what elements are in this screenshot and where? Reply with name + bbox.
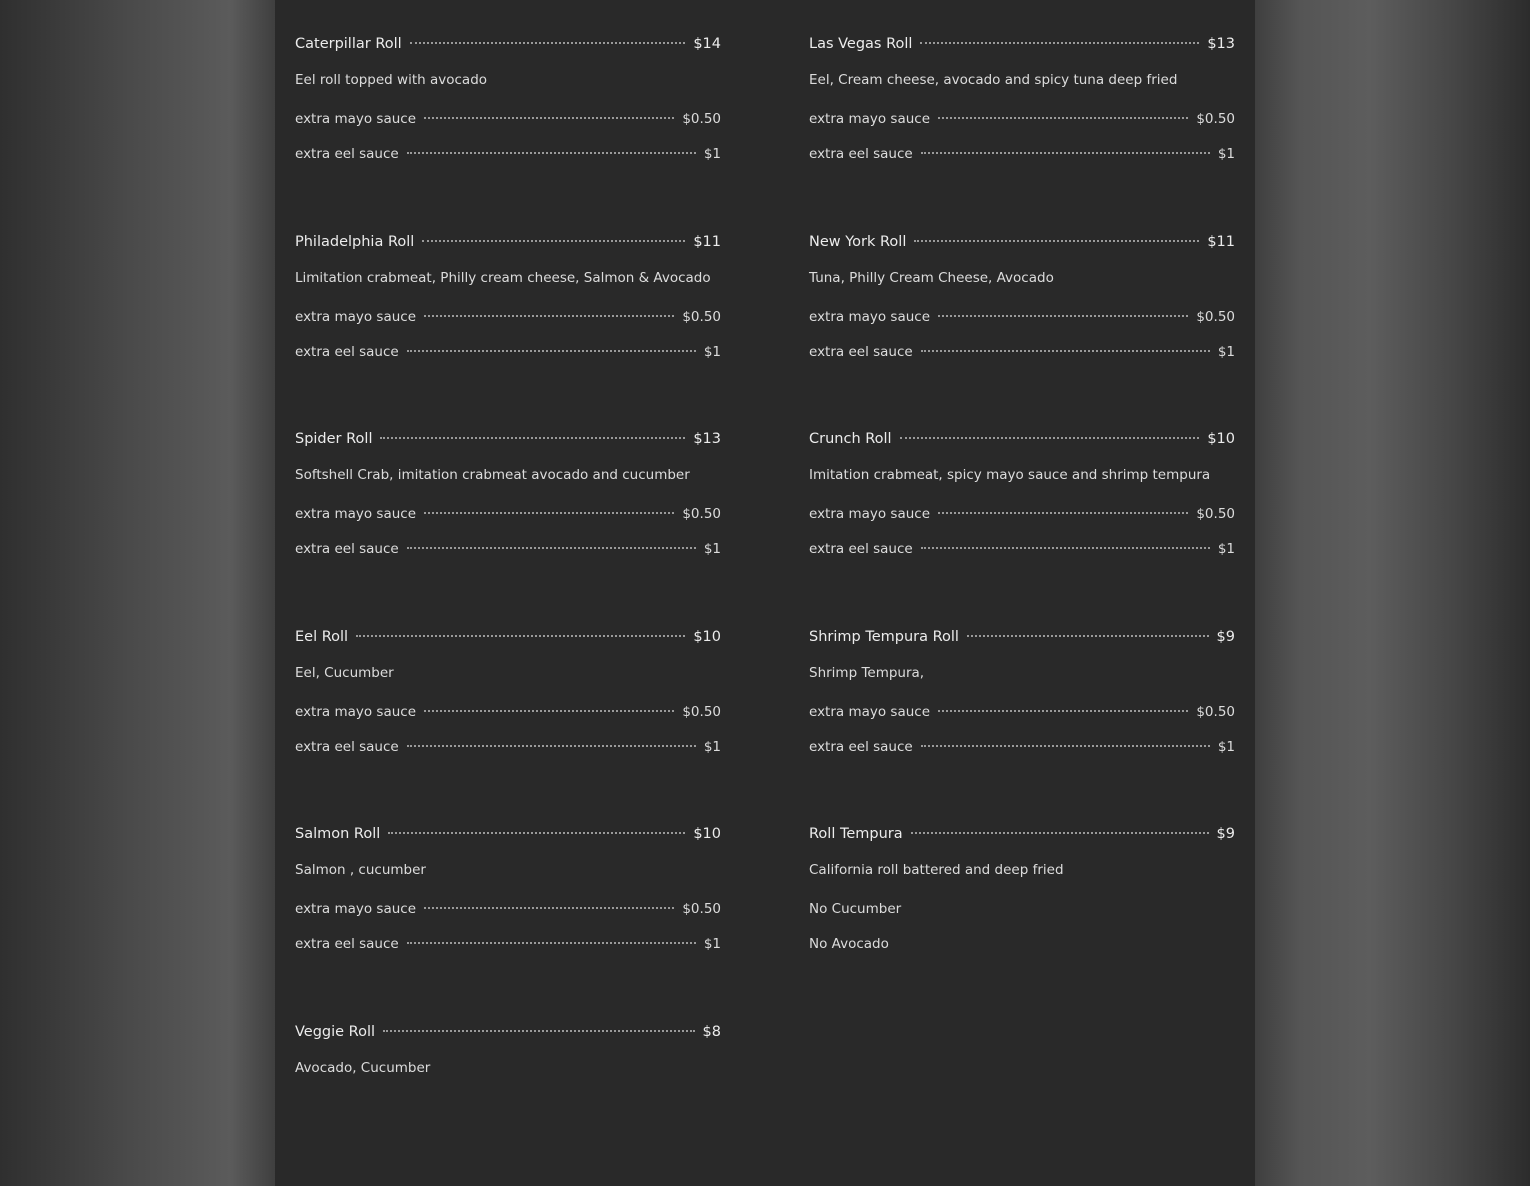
leader-dots [900, 437, 1200, 439]
option-label: extra mayo sauce [809, 704, 931, 720]
leader-dots [424, 117, 674, 119]
option-label: extra mayo sauce [295, 309, 417, 325]
option-price: $0.50 [1196, 704, 1235, 720]
option-extra-eel[interactable] [295, 146, 721, 166]
leader-dots [380, 437, 685, 439]
option-price: $0.50 [682, 111, 721, 127]
leader-dots [938, 512, 1188, 514]
option-price: $0.50 [682, 704, 721, 720]
item-description: Tuna, Philly Cream Cheese, Avocado [809, 270, 1054, 286]
option-label: extra eel sauce [295, 739, 399, 755]
option-price: $1 [703, 936, 721, 952]
option-price: $1 [1217, 344, 1235, 360]
item-price: $13 [693, 431, 721, 447]
option-extra-eel[interactable] [809, 541, 1235, 561]
item-name: Crunch Roll [809, 431, 892, 447]
option-extra-mayo[interactable] [295, 704, 721, 724]
option-price: $0.50 [1196, 506, 1235, 522]
leader-dots [914, 240, 1199, 242]
leader-dots [424, 907, 674, 909]
option-label: extra mayo sauce [295, 506, 417, 522]
option-no-cucumber[interactable] [809, 901, 1235, 921]
leader-dots [407, 350, 696, 352]
item-description: Avocado, Cucumber [295, 1060, 431, 1076]
option-extra-eel[interactable] [295, 936, 721, 956]
leader-dots [424, 315, 674, 317]
leader-dots [967, 635, 1209, 637]
leader-dots [424, 512, 674, 514]
option-price: $0.50 [682, 506, 721, 522]
option-label: No Avocado [809, 936, 889, 952]
leader-dots [407, 547, 696, 549]
item-price: $9 [1216, 826, 1235, 842]
item-price: $8 [702, 1024, 721, 1040]
option-price: $1 [703, 146, 721, 162]
leader-dots [911, 832, 1209, 834]
leader-dots [938, 117, 1188, 119]
option-extra-mayo[interactable] [295, 901, 721, 921]
option-price: $0.50 [682, 309, 721, 325]
option-label: extra eel sauce [809, 541, 913, 557]
option-extra-eel[interactable] [295, 541, 721, 561]
leader-dots [422, 240, 685, 242]
item-name: Eel Roll [295, 629, 349, 645]
option-extra-eel[interactable] [809, 344, 1235, 364]
option-label: extra eel sauce [809, 146, 913, 162]
leader-dots [407, 942, 696, 944]
leader-dots [356, 635, 685, 637]
option-extra-eel[interactable] [295, 739, 721, 759]
menu-panel [275, 0, 1255, 1186]
option-extra-mayo[interactable] [809, 506, 1235, 526]
option-label: extra eel sauce [295, 344, 399, 360]
item-description: Eel, Cucumber [295, 665, 394, 681]
item-name: Roll Tempura [809, 826, 903, 842]
leader-dots [388, 832, 685, 834]
option-extra-eel[interactable] [809, 739, 1235, 759]
item-name: New York Roll [809, 234, 907, 250]
item-price: $9 [1216, 629, 1235, 645]
option-label: extra eel sauce [295, 146, 399, 162]
option-price: $0.50 [1196, 111, 1235, 127]
option-extra-eel[interactable] [809, 146, 1235, 166]
option-label: extra eel sauce [809, 344, 913, 360]
option-extra-mayo[interactable] [809, 111, 1235, 131]
item-name: Veggie Roll [295, 1024, 376, 1040]
option-no-avocado[interactable] [809, 936, 1235, 956]
item-name: Philadelphia Roll [295, 234, 415, 250]
item-price: $14 [693, 36, 721, 52]
leader-dots [407, 745, 696, 747]
item-price: $11 [693, 234, 721, 250]
item-description: Limitation crabmeat, Philly cream cheese, Salmon & Avocado [295, 270, 711, 286]
leader-dots [407, 152, 696, 154]
item-price: $10 [693, 629, 721, 645]
option-label: extra eel sauce [295, 936, 399, 952]
item-description: Salmon , cucumber [295, 862, 426, 878]
item-price: $10 [1207, 431, 1235, 447]
option-extra-mayo[interactable] [809, 704, 1235, 724]
option-label: extra mayo sauce [809, 506, 931, 522]
option-price: $1 [1217, 146, 1235, 162]
option-label: extra eel sauce [295, 541, 399, 557]
option-price: $0.50 [1196, 309, 1235, 325]
option-price: $1 [1217, 739, 1235, 755]
leader-dots [921, 350, 1210, 352]
option-label: extra mayo sauce [295, 111, 417, 127]
option-label: extra eel sauce [809, 739, 913, 755]
item-name: Las Vegas Roll [809, 36, 913, 52]
item-name: Caterpillar Roll [295, 36, 402, 52]
item-description: Softshell Crab, imitation crabmeat avocado and cucumber [295, 467, 690, 483]
option-price: $0.50 [682, 901, 721, 917]
leader-dots [410, 42, 686, 44]
item-price: $11 [1207, 234, 1235, 250]
option-price: $1 [703, 739, 721, 755]
item-description: Eel, Cream cheese, avocado and spicy tuna deep fried [809, 72, 1178, 88]
leader-dots [383, 1030, 695, 1032]
item-name: Salmon Roll [295, 826, 381, 842]
option-price: $1 [1217, 541, 1235, 557]
option-label: extra mayo sauce [809, 111, 931, 127]
leader-dots [921, 547, 1210, 549]
leader-dots [921, 745, 1210, 747]
option-label: extra mayo sauce [295, 704, 417, 720]
item-price: $13 [1207, 36, 1235, 52]
leader-dots [938, 710, 1188, 712]
item-description: California roll battered and deep fried [809, 862, 1064, 878]
leader-dots [424, 710, 674, 712]
option-extra-mayo[interactable] [295, 111, 721, 131]
item-description: Imitation crabmeat, spicy mayo sauce and shrimp tempura [809, 467, 1211, 483]
option-label: extra mayo sauce [295, 901, 417, 917]
option-price: $1 [703, 541, 721, 557]
item-description: Shrimp Tempura, [809, 665, 925, 681]
leader-dots [920, 42, 1199, 44]
item-price: $10 [693, 826, 721, 842]
option-extra-mayo[interactable] [809, 309, 1235, 329]
option-extra-mayo[interactable] [295, 506, 721, 526]
item-name: Shrimp Tempura Roll [809, 629, 959, 645]
option-price: $1 [703, 344, 721, 360]
leader-dots [938, 315, 1188, 317]
item-description: Eel roll topped with avocado [295, 72, 488, 88]
leader-dots [921, 152, 1210, 154]
option-extra-eel[interactable] [295, 344, 721, 364]
option-label: extra mayo sauce [809, 309, 931, 325]
item-name: Spider Roll [295, 431, 373, 447]
option-extra-mayo[interactable] [295, 309, 721, 329]
option-label: No Cucumber [809, 901, 902, 917]
